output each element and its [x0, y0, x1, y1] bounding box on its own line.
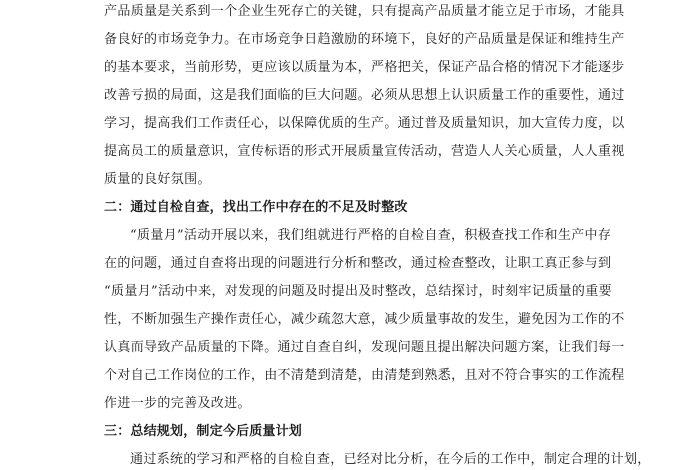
paragraph-2-line-1: “质量月”活动开展以来，我们组就进行严格的自检自查，积极查找工作和生产中存 — [130, 228, 612, 243]
paragraph-1-line-5: 学习，提高我们工作责任心，以保障优质的生产。通过普及质量知识，加大宣传力度，以 — [104, 116, 625, 131]
paragraph-1-line-1: 产品质量是关系到一个企业生死存亡的关键，只有提高产品质量才能立足于市场，才能具 — [104, 4, 625, 19]
paragraph-2-line-4: 性，不断加强生产操作责任心，减少疏忽大意，减少质量事故的发生，避免因为工作的不 — [104, 312, 625, 327]
paragraph-1-line-3: 的基本要求，当前形势，更应该以质量为本，严格把关，保证产品合格的情况下才能逐步 — [104, 60, 625, 75]
paragraph-2-line-6: 个对自己工作岗位的工作，由不清楚到清楚，由清楚到熟悉，且对不符合事实的工作流程 — [104, 368, 625, 383]
paragraph-1-line-6: 提高员工的质量意识，宣传标语的形式开展质量宣传活动，营造人人关心质量，人人重视 — [104, 144, 625, 159]
paragraph-1-line-4: 改善亏损的局面，这是我们面临的巨大问题。必须从思想上认识质量工作的重要性，通过 — [104, 88, 625, 103]
section-heading-2: 二：通过自检自查，找出工作中存在的不足及时整改 — [104, 200, 408, 215]
section-heading-3: 三：总结规划，制定今后质量计划 — [104, 424, 303, 439]
paragraph-2-line-3: “质量月”活动中来，对发现的问题及时提出及时整改，总结探讨，时刻牢记质量的重要 — [104, 284, 612, 299]
paragraph-2-line-2: 在的问题，通过自查将出现的问题进行分析和整改，通过检查整改，让职工真正参与到 — [104, 256, 612, 271]
paragraph-1-line-2: 备良好的市场竞争力。在市场竞争日趋激励的环境下，良好的产品质量是保证和维持生产 — [104, 32, 625, 47]
paragraph-3-line-1: 通过系统的学习和严格的自检自查，已经对比分析，在今后的工作中，制定合理的计划， — [130, 452, 651, 467]
paragraph-2-line-5: 认真而导致产品质量的下降。通过自查自纠，发现问题且提出解决问题方案，让我们每一 — [104, 340, 625, 355]
paragraph-2-line-7: 作进一步的完善及改进。 — [104, 396, 251, 411]
paragraph-1-line-7: 质量的良好氛围。 — [104, 172, 211, 187]
